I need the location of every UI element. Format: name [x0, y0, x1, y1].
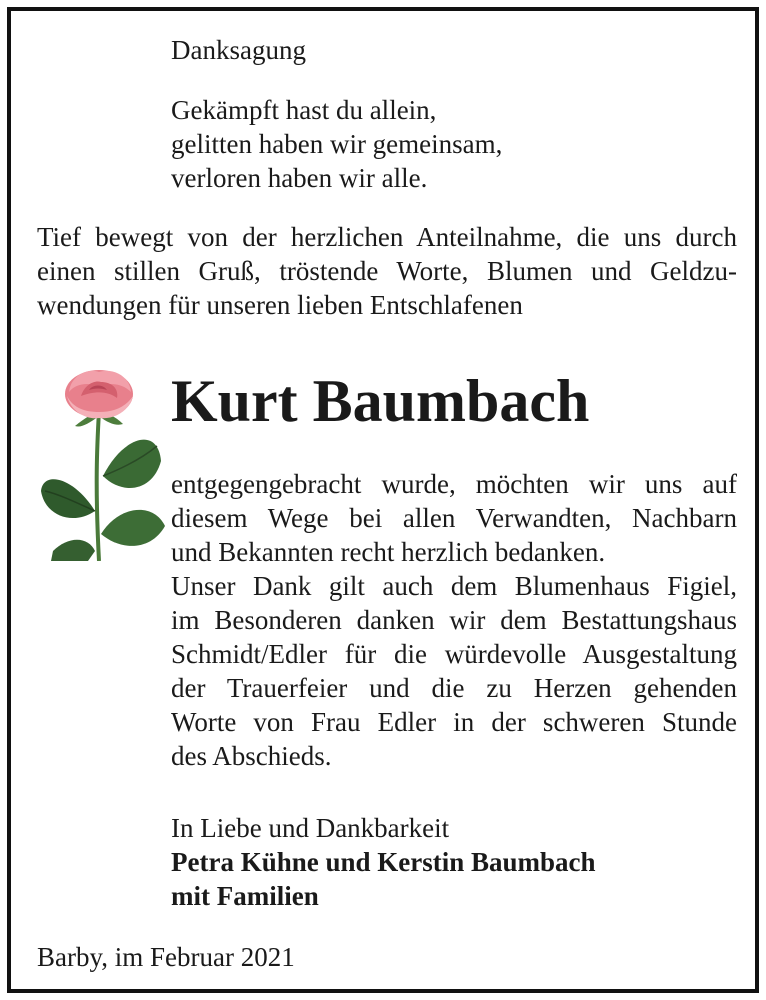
body-paragraph [171, 467, 737, 773]
deceased-name: Kurt Baumbach [171, 368, 590, 434]
verse-line: gelitten haben wir gemeinsam, [171, 129, 503, 159]
verse-line: Gekämpft hast du allein, [171, 95, 437, 125]
intro-paragraph [37, 220, 737, 322]
body-line: Unser Dank gilt auch dem Blumenhaus Figiel, [171, 571, 737, 601]
body-line: im Besonderen danken wir dem Bestattungshaus [171, 605, 737, 635]
intro-line: wendungen für unseren lieben Entschlafenen [37, 290, 523, 320]
closing-block [171, 811, 596, 913]
obituary-notice [7, 7, 759, 993]
body-line: des Abschieds. [171, 741, 332, 771]
body-line: entgegengebracht wurde, möchten wir uns auf [171, 469, 737, 499]
intro-line: einen stillen Gruß, tröstende Worte, Blumen und Geldzu- [37, 256, 737, 286]
closing-phrase: In Liebe und Dankbarkeit [171, 813, 450, 843]
body-line: Worte von Frau Edler in der schweren Stunde [171, 707, 737, 737]
place-date: Barby, im Februar 2021 [37, 942, 295, 972]
signers: Petra Kühne und Kerstin Baumbach [171, 847, 596, 877]
body-line: und Bekannten recht herzlich bedanken. [171, 537, 606, 567]
notice-heading: Danksagung [171, 35, 306, 65]
signers-family: mit Familien [171, 881, 319, 911]
body-line: der Trauerfeier und die zu Herzen gehenden [171, 673, 737, 703]
verse [171, 93, 502, 195]
body-line: Schmidt/Edler für die würdevolle Ausgestaltung [171, 639, 737, 669]
verse-line: verloren haben wir alle. [171, 163, 428, 193]
rose-icon [33, 366, 167, 561]
intro-line: Tief bewegt von der herzlichen Anteilnahme, die uns durch [37, 222, 737, 252]
body-line: diesem Wege bei allen Verwandten, Nachbarn [171, 503, 737, 533]
